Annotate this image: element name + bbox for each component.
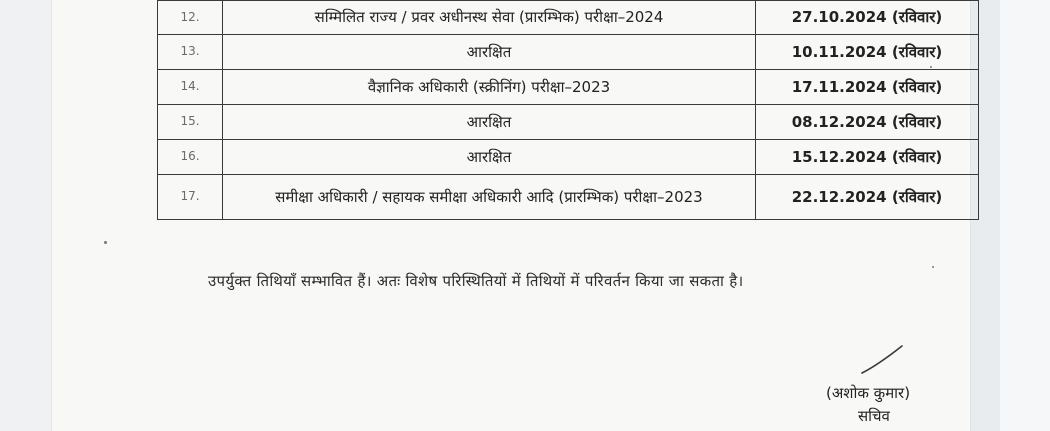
signature-stroke <box>858 343 908 377</box>
scan-speck <box>104 241 107 244</box>
exam-date-cell: 08.12.2024 (रविवार) <box>756 105 979 140</box>
scan-right-margin <box>1000 0 1050 431</box>
serial-number-cell: 13. <box>158 35 223 70</box>
exam-date-cell: 22.12.2024 (रविवार) <box>756 175 979 220</box>
exam-name-cell: सम्मिलित राज्य / प्रवर अधीनस्थ सेवा (प्रारम्भिक) परीक्षा–2024 <box>223 1 756 35</box>
exam-date-cell: 10.11.2024 (रविवार) <box>756 35 979 70</box>
exam-schedule-table <box>157 0 979 220</box>
exam-date-cell: 15.12.2024 (रविवार) <box>756 140 979 175</box>
signatory-designation: सचिव <box>858 407 890 425</box>
serial-number-cell: 17. <box>158 175 223 220</box>
scan-speck <box>932 266 934 268</box>
serial-number-cell: 15. <box>158 105 223 140</box>
table-row <box>158 70 979 105</box>
signatory-name: (अशोक कुमार) <box>826 384 911 402</box>
table-row <box>158 175 979 220</box>
exam-date-cell: 27.10.2024 (रविवार) <box>756 1 979 35</box>
table-row <box>158 35 979 70</box>
serial-number-cell: 16. <box>158 140 223 175</box>
exam-name-cell: आरक्षित <box>223 105 756 140</box>
exam-name-cell: आरक्षित <box>223 140 756 175</box>
table-row <box>158 105 979 140</box>
exam-name-cell: समीक्षा अधिकारी / सहायक समीक्षा अधिकारी आदि (प्रारम्भिक) परीक्षा–2023 <box>223 175 756 220</box>
serial-number-cell: 12. <box>158 1 223 35</box>
table-row <box>158 1 979 35</box>
tentative-dates-note: उपर्युक्त तिथियाँ सम्भावित हैं। अतः विशेष परिस्थितियों में तिथियों में परिवर्तन किया जा सकता है। <box>208 272 744 290</box>
table-row <box>158 140 979 175</box>
exam-date-cell: 17.11.2024 (रविवार) <box>756 70 979 105</box>
exam-name-cell: वैज्ञानिक अधिकारी (स्क्रीनिंग) परीक्षा–2023 <box>223 70 756 105</box>
scan-speck <box>930 66 932 68</box>
scan-left-margin <box>0 0 52 431</box>
serial-number-cell: 14. <box>158 70 223 105</box>
exam-name-cell: आरक्षित <box>223 35 756 70</box>
